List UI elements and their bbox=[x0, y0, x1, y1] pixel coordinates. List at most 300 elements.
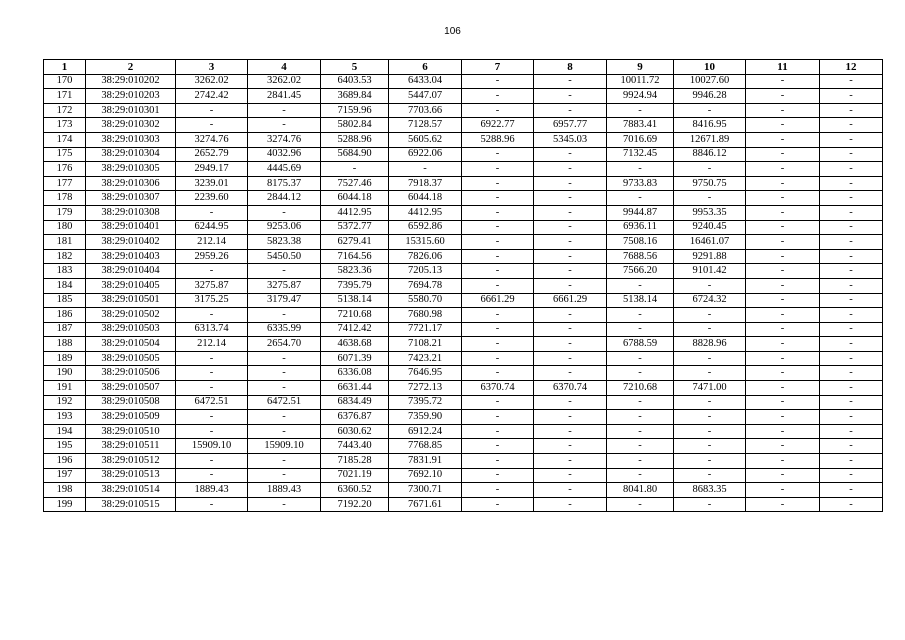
table-cell: - bbox=[746, 147, 820, 162]
table-cell: - bbox=[534, 497, 607, 512]
table-cell: - bbox=[534, 205, 607, 220]
table-row bbox=[44, 162, 883, 177]
column-header: 3 bbox=[176, 60, 248, 75]
table-row bbox=[44, 468, 883, 483]
table-cell: - bbox=[462, 337, 534, 352]
table-cell: - bbox=[820, 264, 883, 279]
table-cell: - bbox=[820, 147, 883, 162]
table-cell: - bbox=[534, 264, 607, 279]
table-cell: - bbox=[534, 308, 607, 323]
table-cell: 15909.10 bbox=[176, 439, 248, 454]
table-cell: 38:29:010307 bbox=[86, 191, 176, 206]
table-cell: 38:29:010401 bbox=[86, 220, 176, 235]
table-row bbox=[44, 249, 883, 264]
table-cell: - bbox=[534, 366, 607, 381]
table-cell: 5138.14 bbox=[321, 293, 389, 308]
table-cell: - bbox=[820, 278, 883, 293]
table-cell: 5823.38 bbox=[248, 235, 321, 250]
column-header: 6 bbox=[389, 60, 462, 75]
table-cell: 7694.78 bbox=[389, 278, 462, 293]
table-cell: 4638.68 bbox=[321, 337, 389, 352]
table-cell: 6922.06 bbox=[389, 147, 462, 162]
table-cell: 3262.02 bbox=[176, 74, 248, 89]
table-cell: 6313.74 bbox=[176, 322, 248, 337]
table-cell: - bbox=[820, 118, 883, 133]
table-cell: - bbox=[820, 322, 883, 337]
table-cell: 4412.95 bbox=[389, 205, 462, 220]
table-cell: - bbox=[248, 468, 321, 483]
table-cell: 1889.43 bbox=[176, 483, 248, 498]
table-cell: - bbox=[534, 483, 607, 498]
table-cell: - bbox=[746, 278, 820, 293]
table-cell: 7210.68 bbox=[321, 308, 389, 323]
table-cell: 6834.49 bbox=[321, 395, 389, 410]
table-cell: 6922.77 bbox=[462, 118, 534, 133]
table-cell: 6661.29 bbox=[462, 293, 534, 308]
table-cell: - bbox=[820, 483, 883, 498]
column-header: 11 bbox=[746, 60, 820, 75]
table-cell: 6030.62 bbox=[321, 424, 389, 439]
table-cell: - bbox=[534, 191, 607, 206]
table-cell: 38:29:010405 bbox=[86, 278, 176, 293]
table-cell: 38:29:010403 bbox=[86, 249, 176, 264]
table-cell: - bbox=[534, 147, 607, 162]
table-cell: 10011.72 bbox=[607, 74, 674, 89]
table-row bbox=[44, 439, 883, 454]
table-cell: - bbox=[674, 424, 746, 439]
table-cell: 10027.60 bbox=[674, 74, 746, 89]
table-cell: - bbox=[746, 89, 820, 104]
table-cell: - bbox=[248, 308, 321, 323]
table-cell: 8175.37 bbox=[248, 176, 321, 191]
table-cell: - bbox=[607, 162, 674, 177]
table-cell: 7443.40 bbox=[321, 439, 389, 454]
table-row bbox=[44, 118, 883, 133]
table-cell: - bbox=[176, 497, 248, 512]
table-cell: - bbox=[746, 235, 820, 250]
table-cell: - bbox=[820, 132, 883, 147]
table-cell: 2239.60 bbox=[176, 191, 248, 206]
column-header: 9 bbox=[607, 60, 674, 75]
table-cell: 7185.28 bbox=[321, 454, 389, 469]
table-cell: 6370.74 bbox=[534, 381, 607, 396]
table-cell: - bbox=[746, 220, 820, 235]
table-cell: - bbox=[607, 366, 674, 381]
table-cell: 5580.70 bbox=[389, 293, 462, 308]
table-cell: 189 bbox=[44, 351, 86, 366]
table-cell: 7688.56 bbox=[607, 249, 674, 264]
table-cell: 178 bbox=[44, 191, 86, 206]
table-cell: 3179.47 bbox=[248, 293, 321, 308]
table-cell: 172 bbox=[44, 103, 86, 118]
table-cell: - bbox=[534, 322, 607, 337]
table-cell: - bbox=[534, 454, 607, 469]
table-cell: - bbox=[820, 395, 883, 410]
table-cell: - bbox=[820, 497, 883, 512]
table-cell: 38:29:010514 bbox=[86, 483, 176, 498]
table-cell: 38:29:010302 bbox=[86, 118, 176, 133]
table-cell: 187 bbox=[44, 322, 86, 337]
table-row bbox=[44, 205, 883, 220]
table-cell: 5684.90 bbox=[321, 147, 389, 162]
table-cell: 6631.44 bbox=[321, 381, 389, 396]
table-cell: - bbox=[607, 410, 674, 425]
table-cell: 38:29:010404 bbox=[86, 264, 176, 279]
table-cell: 6044.18 bbox=[389, 191, 462, 206]
table-cell: 191 bbox=[44, 381, 86, 396]
table-cell: - bbox=[820, 424, 883, 439]
table-cell: 38:29:010509 bbox=[86, 410, 176, 425]
table-cell: 7210.68 bbox=[607, 381, 674, 396]
table-cell: 7016.69 bbox=[607, 132, 674, 147]
table-cell: - bbox=[321, 162, 389, 177]
table-cell: - bbox=[176, 351, 248, 366]
table-cell: 38:29:010506 bbox=[86, 366, 176, 381]
table-cell: 38:29:010510 bbox=[86, 424, 176, 439]
table-cell: 7721.17 bbox=[389, 322, 462, 337]
table-cell: 16461.07 bbox=[674, 235, 746, 250]
table-cell: 7471.00 bbox=[674, 381, 746, 396]
table-cell: - bbox=[820, 351, 883, 366]
table-cell: 192 bbox=[44, 395, 86, 410]
table-cell: 4032.96 bbox=[248, 147, 321, 162]
table-cell: - bbox=[674, 308, 746, 323]
table-cell: - bbox=[248, 351, 321, 366]
table-cell: 6244.95 bbox=[176, 220, 248, 235]
table-row bbox=[44, 89, 883, 104]
table-cell: - bbox=[534, 220, 607, 235]
table-cell: 2949.17 bbox=[176, 162, 248, 177]
table-cell: - bbox=[746, 162, 820, 177]
table-cell: - bbox=[820, 191, 883, 206]
table-cell: - bbox=[820, 103, 883, 118]
table-row bbox=[44, 264, 883, 279]
table-cell: 7132.45 bbox=[607, 147, 674, 162]
table-cell: 3275.87 bbox=[248, 278, 321, 293]
table-cell: 7395.79 bbox=[321, 278, 389, 293]
table-row bbox=[44, 351, 883, 366]
table-cell: 5345.03 bbox=[534, 132, 607, 147]
table-cell: 5605.62 bbox=[389, 132, 462, 147]
table-cell: 9253.06 bbox=[248, 220, 321, 235]
table-cell: 4412.95 bbox=[321, 205, 389, 220]
table-cell: 9944.87 bbox=[607, 205, 674, 220]
table-cell: - bbox=[462, 366, 534, 381]
table-cell: - bbox=[746, 293, 820, 308]
table-cell: 38:29:010507 bbox=[86, 381, 176, 396]
table-cell: 5288.96 bbox=[462, 132, 534, 147]
table-cell: - bbox=[746, 103, 820, 118]
table-cell: 6661.29 bbox=[534, 293, 607, 308]
table-row bbox=[44, 132, 883, 147]
table-cell: 177 bbox=[44, 176, 86, 191]
table-cell: 9733.83 bbox=[607, 176, 674, 191]
table-cell: - bbox=[674, 162, 746, 177]
table-cell: - bbox=[462, 74, 534, 89]
table-cell: 175 bbox=[44, 147, 86, 162]
table-cell: 6403.53 bbox=[321, 74, 389, 89]
table-cell: 15315.60 bbox=[389, 235, 462, 250]
table-cell: 7646.95 bbox=[389, 366, 462, 381]
table-cell: - bbox=[674, 439, 746, 454]
table-cell: 7395.72 bbox=[389, 395, 462, 410]
table-cell: 6279.41 bbox=[321, 235, 389, 250]
table-cell: 7768.85 bbox=[389, 439, 462, 454]
table-cell: 38:29:010306 bbox=[86, 176, 176, 191]
table-cell: 7527.46 bbox=[321, 176, 389, 191]
table-cell: - bbox=[746, 205, 820, 220]
table-cell: - bbox=[462, 454, 534, 469]
table-cell: - bbox=[746, 483, 820, 498]
table-cell: - bbox=[746, 74, 820, 89]
table-cell: 4445.69 bbox=[248, 162, 321, 177]
table-cell: - bbox=[248, 103, 321, 118]
table-cell: 170 bbox=[44, 74, 86, 89]
table-row bbox=[44, 454, 883, 469]
table-cell: 38:29:010402 bbox=[86, 235, 176, 250]
table-cell: - bbox=[746, 366, 820, 381]
table-cell: - bbox=[820, 410, 883, 425]
table-cell: - bbox=[820, 89, 883, 104]
table-cell: 38:29:010202 bbox=[86, 74, 176, 89]
table-cell: 3274.76 bbox=[176, 132, 248, 147]
table-cell: 7164.56 bbox=[321, 249, 389, 264]
table-cell: - bbox=[746, 424, 820, 439]
table-cell: - bbox=[462, 483, 534, 498]
table-cell: - bbox=[820, 337, 883, 352]
table-cell: 7883.41 bbox=[607, 118, 674, 133]
table-cell: 3175.25 bbox=[176, 293, 248, 308]
table-cell: 6724.32 bbox=[674, 293, 746, 308]
table-row bbox=[44, 424, 883, 439]
table-cell: 7300.71 bbox=[389, 483, 462, 498]
table-cell: - bbox=[462, 264, 534, 279]
table-cell: - bbox=[462, 103, 534, 118]
table-cell: 179 bbox=[44, 205, 86, 220]
table-cell: - bbox=[534, 176, 607, 191]
table-cell: 38:29:010508 bbox=[86, 395, 176, 410]
table-cell: 7692.10 bbox=[389, 468, 462, 483]
table-cell: - bbox=[674, 322, 746, 337]
table-cell: 8683.35 bbox=[674, 483, 746, 498]
table-cell: - bbox=[248, 118, 321, 133]
table-cell: - bbox=[462, 308, 534, 323]
table-cell: - bbox=[462, 191, 534, 206]
table-cell: - bbox=[746, 176, 820, 191]
table-cell: - bbox=[746, 132, 820, 147]
table-cell: - bbox=[607, 395, 674, 410]
table-cell: - bbox=[176, 205, 248, 220]
table-cell: 7680.98 bbox=[389, 308, 462, 323]
table-cell: - bbox=[462, 278, 534, 293]
table-cell: - bbox=[462, 410, 534, 425]
table-row bbox=[44, 191, 883, 206]
table-cell: - bbox=[534, 74, 607, 89]
table-row bbox=[44, 410, 883, 425]
column-header: 7 bbox=[462, 60, 534, 75]
table-cell: 198 bbox=[44, 483, 86, 498]
table-cell: - bbox=[820, 74, 883, 89]
table-cell: - bbox=[462, 235, 534, 250]
table-cell: 2844.12 bbox=[248, 191, 321, 206]
table-cell: - bbox=[746, 468, 820, 483]
table-cell: - bbox=[534, 410, 607, 425]
table-row bbox=[44, 74, 883, 89]
table-cell: 7159.96 bbox=[321, 103, 389, 118]
table-row bbox=[44, 483, 883, 498]
table-cell: - bbox=[607, 497, 674, 512]
table-cell: 7671.61 bbox=[389, 497, 462, 512]
table-cell: - bbox=[746, 322, 820, 337]
table-cell: - bbox=[534, 235, 607, 250]
table-cell: 195 bbox=[44, 439, 86, 454]
table-cell: - bbox=[248, 366, 321, 381]
table-cell: 6472.51 bbox=[176, 395, 248, 410]
table-cell: 190 bbox=[44, 366, 86, 381]
table-cell: - bbox=[820, 162, 883, 177]
table-cell: 9953.35 bbox=[674, 205, 746, 220]
table-cell: 38:29:010513 bbox=[86, 468, 176, 483]
table-cell: - bbox=[176, 454, 248, 469]
table-cell: - bbox=[820, 308, 883, 323]
table-row bbox=[44, 322, 883, 337]
table-cell: 8416.95 bbox=[674, 118, 746, 133]
table-cell: - bbox=[746, 308, 820, 323]
table-cell: - bbox=[674, 468, 746, 483]
table-cell: 199 bbox=[44, 497, 86, 512]
table-cell: - bbox=[746, 191, 820, 206]
table-cell: - bbox=[820, 293, 883, 308]
table-cell: - bbox=[746, 118, 820, 133]
table-cell: 6936.11 bbox=[607, 220, 674, 235]
table-cell: 8041.80 bbox=[607, 483, 674, 498]
table-cell: 7128.57 bbox=[389, 118, 462, 133]
table-cell: 6360.52 bbox=[321, 483, 389, 498]
table-cell: 38:29:010504 bbox=[86, 337, 176, 352]
table-cell: - bbox=[462, 497, 534, 512]
table-cell: - bbox=[746, 381, 820, 396]
column-header: 12 bbox=[820, 60, 883, 75]
table-cell: 181 bbox=[44, 235, 86, 250]
table-cell: 38:29:010308 bbox=[86, 205, 176, 220]
table-cell: - bbox=[462, 424, 534, 439]
table-cell: 38:29:010511 bbox=[86, 439, 176, 454]
table-cell: 6957.77 bbox=[534, 118, 607, 133]
table-cell: - bbox=[534, 351, 607, 366]
table-cell: 6044.18 bbox=[321, 191, 389, 206]
table-cell: - bbox=[534, 103, 607, 118]
table-cell: - bbox=[462, 468, 534, 483]
table-cell: - bbox=[462, 89, 534, 104]
table-cell: - bbox=[820, 439, 883, 454]
table-cell: - bbox=[674, 103, 746, 118]
table-cell: - bbox=[607, 322, 674, 337]
table-cell: 9240.45 bbox=[674, 220, 746, 235]
table-cell: - bbox=[674, 366, 746, 381]
table-cell: 38:29:010501 bbox=[86, 293, 176, 308]
table-cell: 171 bbox=[44, 89, 86, 104]
table-cell: - bbox=[248, 454, 321, 469]
table-row bbox=[44, 293, 883, 308]
table-cell: - bbox=[820, 176, 883, 191]
table-cell: - bbox=[248, 497, 321, 512]
table-cell: - bbox=[534, 162, 607, 177]
table-cell: 38:29:010305 bbox=[86, 162, 176, 177]
table-cell: - bbox=[674, 454, 746, 469]
table-cell: - bbox=[746, 410, 820, 425]
table-cell: - bbox=[462, 147, 534, 162]
table-cell: 6071.39 bbox=[321, 351, 389, 366]
table-cell: - bbox=[674, 191, 746, 206]
table-cell: - bbox=[462, 220, 534, 235]
table-cell: 9946.28 bbox=[674, 89, 746, 104]
table-cell: 7359.90 bbox=[389, 410, 462, 425]
table-cell: 3274.76 bbox=[248, 132, 321, 147]
table-cell: 9924.94 bbox=[607, 89, 674, 104]
table-cell: 5450.50 bbox=[248, 249, 321, 264]
table-header-row bbox=[44, 60, 883, 75]
table-cell: - bbox=[607, 454, 674, 469]
table-cell: - bbox=[607, 351, 674, 366]
table-cell: 9750.75 bbox=[674, 176, 746, 191]
table-cell: - bbox=[674, 278, 746, 293]
table-cell: 5823.36 bbox=[321, 264, 389, 279]
table-row bbox=[44, 395, 883, 410]
column-header: 1 bbox=[44, 60, 86, 75]
table-cell: - bbox=[176, 366, 248, 381]
table-cell: - bbox=[674, 410, 746, 425]
table-cell: 212.14 bbox=[176, 337, 248, 352]
column-header: 2 bbox=[86, 60, 176, 75]
table-cell: 196 bbox=[44, 454, 86, 469]
table-cell: 7566.20 bbox=[607, 264, 674, 279]
table-cell: - bbox=[462, 322, 534, 337]
table-cell: - bbox=[607, 468, 674, 483]
table-cell: 193 bbox=[44, 410, 86, 425]
table-cell: - bbox=[248, 410, 321, 425]
table-cell: 38:29:010203 bbox=[86, 89, 176, 104]
table-cell: - bbox=[534, 468, 607, 483]
table-cell: 7412.42 bbox=[321, 322, 389, 337]
table-row bbox=[44, 147, 883, 162]
table-row bbox=[44, 497, 883, 512]
table-cell: 38:29:010512 bbox=[86, 454, 176, 469]
table-cell: 194 bbox=[44, 424, 86, 439]
table-cell: 3689.84 bbox=[321, 89, 389, 104]
table-cell: 38:29:010303 bbox=[86, 132, 176, 147]
table-cell: - bbox=[674, 395, 746, 410]
table-cell: 6592.86 bbox=[389, 220, 462, 235]
table-cell: 6370.74 bbox=[462, 381, 534, 396]
table-row bbox=[44, 176, 883, 191]
table-body bbox=[44, 74, 883, 512]
table-cell: 5288.96 bbox=[321, 132, 389, 147]
table-cell: - bbox=[746, 337, 820, 352]
table-cell: 38:29:010503 bbox=[86, 322, 176, 337]
table-cell: 7108.21 bbox=[389, 337, 462, 352]
table-cell: 7021.19 bbox=[321, 468, 389, 483]
table-cell: - bbox=[820, 220, 883, 235]
table-cell: - bbox=[674, 351, 746, 366]
table-row bbox=[44, 366, 883, 381]
table-cell: - bbox=[746, 351, 820, 366]
table-cell: 7703.66 bbox=[389, 103, 462, 118]
table-cell: 6788.59 bbox=[607, 337, 674, 352]
table-cell: 12671.89 bbox=[674, 132, 746, 147]
table-cell: - bbox=[462, 249, 534, 264]
table-row bbox=[44, 337, 883, 352]
table-cell: - bbox=[820, 468, 883, 483]
